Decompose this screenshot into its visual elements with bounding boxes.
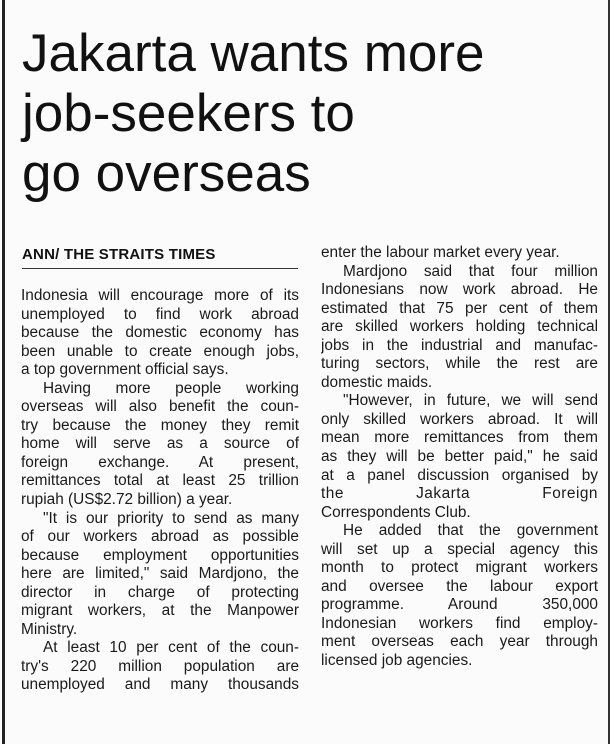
text-line: a top government official says. <box>21 361 229 379</box>
text-line: only skilled workers abroad. It will <box>321 410 598 428</box>
text-line: Indonesians now work abroad. He <box>321 281 598 299</box>
left-border-rule <box>2 0 5 744</box>
text-line: At least 10 per cent of the coun- <box>43 639 299 657</box>
text-line: Ministry. <box>21 620 78 638</box>
text-line: overseas will also benefit the coun- <box>21 398 299 416</box>
text-line: try because the money they remit <box>21 416 299 434</box>
headline-line: Jakarta wants more <box>22 24 485 83</box>
byline-divider <box>22 268 298 269</box>
text-line: "However, in future, we will send <box>343 392 598 410</box>
text-line: jobs in the industrial and manufac- <box>321 336 598 354</box>
text-line: Having more people working <box>43 379 299 397</box>
text-line: programme. Around 350,000 <box>321 596 598 614</box>
text-line: because employment opportunities <box>21 546 299 564</box>
article-column-left <box>21 287 299 695</box>
text-line: unemployed to find work abroad <box>21 305 299 323</box>
text-line: Indonesian workers find employ- <box>321 614 598 632</box>
text-line: of our workers abroad as possible <box>21 528 299 546</box>
article-column-right <box>321 244 598 671</box>
text-line: will set up a special agency this <box>321 540 598 558</box>
text-line: and oversee the labour export <box>321 577 598 595</box>
headline-line: go overseas <box>22 144 311 203</box>
text-line: enter the labour market every year. <box>321 244 560 261</box>
text-line: Mardjono said that four million <box>343 262 598 280</box>
text-line: licensed job agencies. <box>321 652 473 670</box>
text-line: unemployed and many thousands <box>21 676 299 694</box>
text-line: turing sectors, while the rest are <box>321 355 598 373</box>
text-line: at a panel discussion organised by <box>321 466 598 484</box>
text-line: Indonesia will encourage more of its <box>21 287 299 304</box>
text-line: domestic maids. <box>321 373 433 391</box>
text-line: try's 220 million population are <box>21 657 299 675</box>
text-line: Correspondents Club. <box>321 503 471 521</box>
text-line: foreign exchange. At present, <box>21 453 299 471</box>
text-line: mean more remittances from them <box>321 429 598 447</box>
text-line: the Jakarta Foreign <box>321 485 598 503</box>
text-line: ment overseas each year through <box>321 633 598 651</box>
headline-line: job-seekers to <box>22 84 355 143</box>
text-line: are skilled workers holding technical <box>321 318 598 336</box>
text-line: estimated that 75 per cent of them <box>321 299 598 317</box>
byline: ANN/ THE STRAITS TIMES <box>22 246 216 263</box>
text-line: home will serve as a source of <box>21 435 299 453</box>
text-line: month to protect migrant workers <box>321 559 598 577</box>
text-line: been unable to create enough jobs, <box>21 342 299 360</box>
text-line: rupiah (US$2.72 billion) a year. <box>21 491 233 509</box>
text-line: as they will be better paid," he said <box>321 448 598 466</box>
text-line: director in charge of protecting <box>21 583 299 601</box>
text-line: here are limited," said Mardjono, the <box>21 565 299 583</box>
text-line: migrant workers, at the Manpower <box>21 602 299 620</box>
headline <box>22 24 602 204</box>
text-line: He added that the government <box>343 522 598 540</box>
text-line: remittances total at least 25 trillion <box>21 472 299 490</box>
text-line: because the domestic economy has <box>21 324 299 342</box>
text-line: "It is our priority to send as many <box>43 509 299 527</box>
